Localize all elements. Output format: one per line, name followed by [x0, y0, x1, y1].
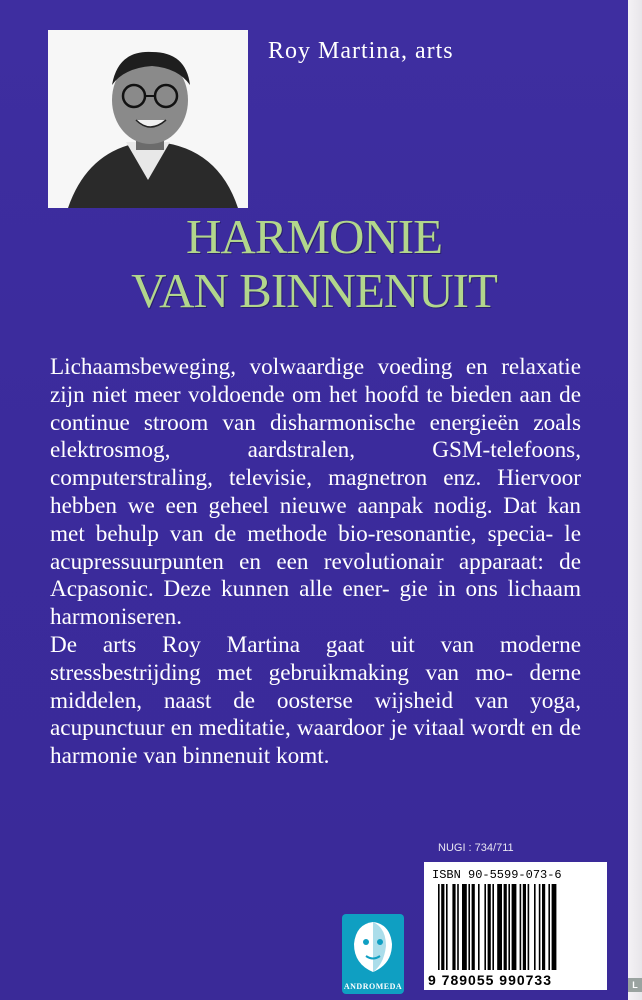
author-photo [48, 30, 248, 208]
author-name: Roy Martina, arts [268, 38, 454, 64]
mask-icon [342, 914, 404, 978]
blurb-paragraph: Lichaamsbeweging, volwaardige voeding en relaxatie zijn niet meer voldoende om het hoofd te bieden aan de continue stroom van disharmonische energieën zoals elektrosmog, aardstralen, GSM-telefoons, computerstraling, televisie, magnetron enz. Hiervoor hebben we een geheel nieuwe aanpak nodig. Dat kan met behulp van de methode bio-resonantie, specia- le acupressuurpunten en een revolutionair apparaat: de Acpasonic. Deze kunnen alle ener- gie in ons lichaam harmoniseren. [50, 354, 581, 631]
blurb-paragraph: De arts Roy Martina gaat uit van moderne stressbestrijding met gebruikmaking van mo- derne middelen, naast de oosterse wijsheid van yoga, acupunctuur en meditatie, waardoor je vitaal wordt en de harmonie van binnenuit komt. [50, 631, 581, 770]
book-title-line-2: VAN BINNENUIT [131, 263, 497, 318]
barcode-bars [438, 884, 598, 970]
publisher-name: ANDROMEDA [343, 982, 403, 991]
spine-mark: L [628, 978, 642, 992]
isbn-barcode [424, 862, 607, 990]
isbn-label: ISBN 90-5599-073-6 [432, 868, 562, 882]
publisher-logo [342, 914, 404, 994]
book-title-line-1: HARMONIE [185, 209, 443, 264]
nugi-code: NUGI : 734/711 [438, 842, 514, 854]
page-edge [628, 0, 642, 1000]
blurb-text [50, 354, 581, 771]
ean-digits: 9 789055 990733 [428, 972, 552, 988]
